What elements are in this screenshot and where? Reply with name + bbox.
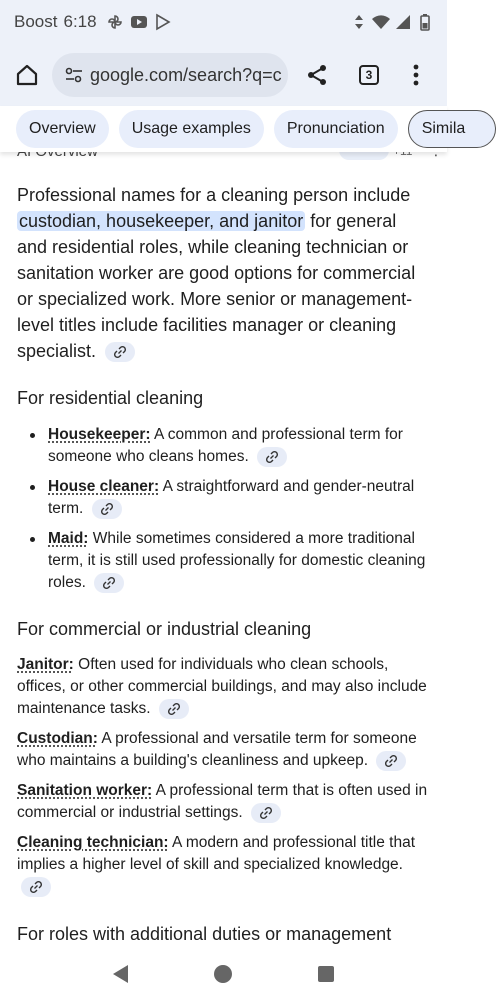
intro-text: Professional names for a cleaning person include — [17, 185, 411, 205]
more-vert-icon — [413, 64, 419, 86]
link-icon[interactable] — [251, 803, 281, 823]
system-nav-bar — [0, 948, 447, 1000]
chip-overview[interactable]: Overview — [16, 110, 109, 148]
battery-icon — [417, 14, 433, 30]
back-icon[interactable] — [113, 965, 128, 983]
term-sanitation-worker[interactable]: Sanitation worker: — [17, 782, 153, 799]
term-description: A modern and professional title that implies a higher level of skill and specialized knowledge. — [17, 834, 416, 873]
term-janitor[interactable]: Janitor: — [17, 656, 74, 673]
list-item — [17, 832, 433, 898]
term-description: Often used for individuals who clean schools, offices, or other commercial buildings, and may also include maintenance tasks. — [17, 656, 427, 717]
residential-list — [48, 424, 432, 602]
list-item — [17, 654, 433, 720]
play-store-icon — [155, 14, 171, 30]
term-custodian[interactable]: Custodian: — [17, 730, 98, 747]
browser-toolbar — [0, 44, 447, 106]
carrier-name: Boost — [14, 12, 58, 31]
home-nav-icon[interactable] — [214, 965, 232, 983]
more-menu-button[interactable] — [404, 60, 428, 90]
result-tabs — [0, 106, 466, 152]
home-button[interactable] — [10, 58, 44, 92]
tab-switcher-button[interactable] — [354, 60, 384, 90]
ai-overview-content — [0, 152, 447, 948]
wifi-icon — [373, 14, 389, 30]
section-title-commercial: For commercial or industrial cleaning — [17, 619, 312, 639]
status-bar — [0, 0, 447, 44]
term-house-cleaner[interactable]: House cleaner: — [48, 478, 160, 495]
recents-icon[interactable] — [318, 966, 334, 982]
intro-paragraph — [17, 182, 431, 364]
list-item — [17, 780, 433, 824]
term-cleaning-technician[interactable]: Cleaning technician: — [17, 834, 169, 851]
chip-usage-examples[interactable]: Usage examples — [119, 110, 264, 148]
link-icon[interactable] — [94, 573, 124, 593]
list-item — [17, 728, 433, 772]
term-description: A straightforward and gender-neutral term. — [48, 478, 415, 517]
section-title-residential: For residential cleaning — [17, 388, 204, 408]
commercial-list — [17, 654, 433, 906]
link-icon[interactable] — [105, 342, 135, 362]
link-icon[interactable] — [21, 877, 51, 897]
share-icon — [305, 63, 329, 87]
term-description: A common and professional term for someone who cleans homes. — [48, 426, 403, 465]
signal-icon — [395, 14, 411, 30]
chip-pronunciation[interactable]: Pronunciation — [274, 110, 398, 148]
term-description: While sometimes considered a more traditional term, it is still used professionally for domestic cleaning roles. — [48, 530, 426, 591]
highlighted-text: custodian, housekeeper, and janitor — [19, 211, 304, 231]
url-text[interactable]: google.com/search?q=c — [90, 64, 282, 85]
term-maid[interactable]: Maid: — [48, 530, 89, 547]
link-icon[interactable] — [159, 699, 189, 719]
site-settings-icon[interactable] — [64, 65, 84, 85]
term-description: A professional and versatile term for someone who maintains a building's cleanliness and upkeep. — [17, 730, 417, 769]
link-icon[interactable] — [92, 499, 122, 519]
youtube-icon — [131, 14, 147, 30]
link-icon[interactable] — [257, 447, 287, 467]
status-time: 6:18 — [63, 12, 97, 31]
address-bar[interactable] — [52, 53, 288, 97]
data-arrows-icon — [351, 14, 367, 30]
share-button[interactable] — [302, 60, 332, 90]
tab-count: 3 — [359, 65, 379, 85]
pinwheel-icon — [107, 14, 123, 30]
term-description: A professional term that is often used in commercial or industrial settings. — [17, 782, 428, 821]
section-title-management: For roles with additional duties or management — [17, 924, 392, 944]
list-item — [48, 528, 432, 594]
chip-similar[interactable]: Simila — [408, 110, 496, 148]
list-item — [48, 476, 432, 520]
link-icon[interactable] — [376, 751, 406, 771]
list-item — [48, 424, 432, 468]
home-icon — [15, 63, 39, 87]
intro-text-rest: for general and residential roles, while cleaning technician or sanitation worker are good options for commercial or specialized work. More senior or management-level titles include facilities manager or cleaning specialist. — [17, 211, 416, 361]
term-housekeeper[interactable]: Housekeeper: — [48, 426, 151, 443]
